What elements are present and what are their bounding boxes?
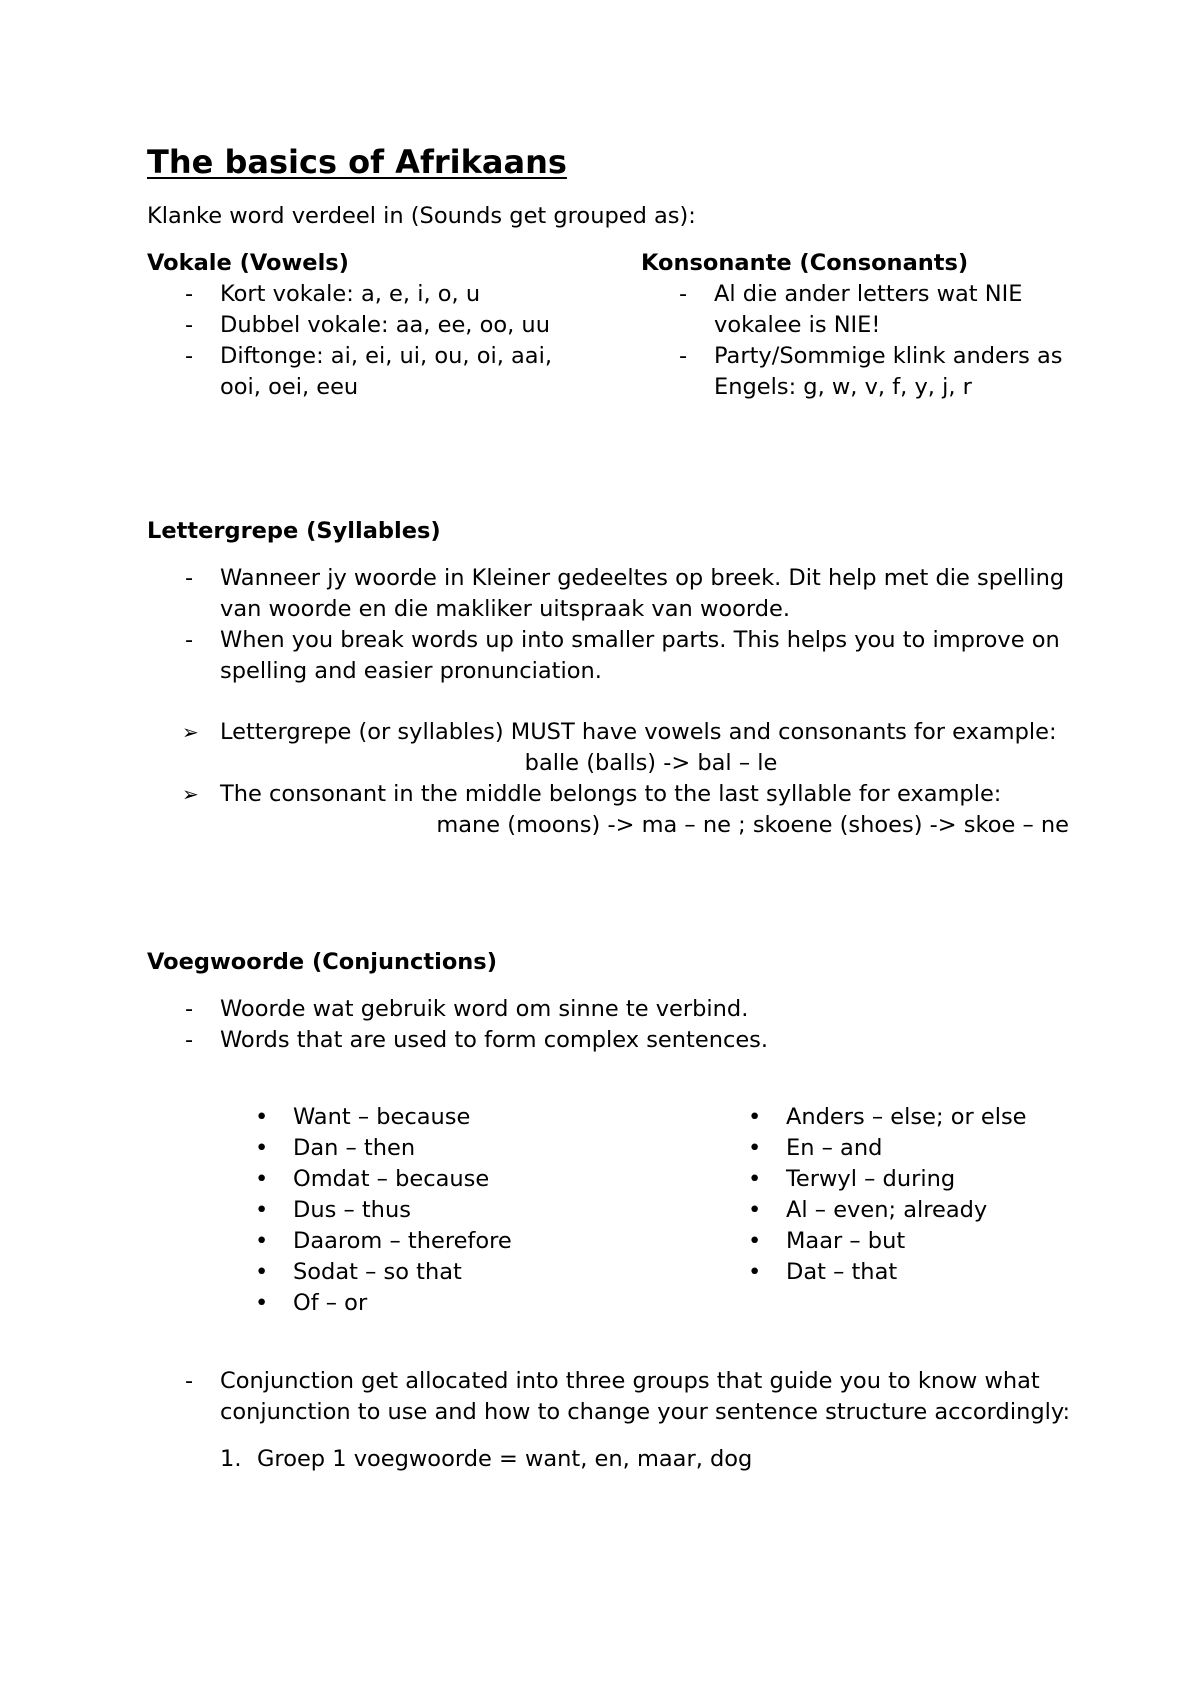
group-text: Groep 1 voegwoorde = want, en, maar, dog <box>257 1446 753 1472</box>
group-number: 1. <box>220 1446 242 1472</box>
dash-marker: - <box>679 343 688 369</box>
bullet-marker: • <box>255 1228 269 1254</box>
syllables-heading: Lettergrepe (Syllables) <box>147 518 441 544</box>
list-item <box>147 310 567 341</box>
list-item <box>641 341 1081 403</box>
arrow-bullet-icon: ➢ <box>182 720 199 744</box>
vowels-list <box>147 279 567 403</box>
rule-text: Lettergrepe (or syllables) MUST have vowels and consonants for example: <box>220 719 1057 745</box>
consonant-item: Party/Sommige klink anders as Engels: g, w, v, f, y, j, r <box>714 343 1063 400</box>
list-item <box>147 341 567 403</box>
list-item <box>742 1257 1162 1288</box>
conjunctions-section <box>147 947 1082 1056</box>
conjunctions-right-list <box>742 1102 1162 1288</box>
list-item <box>742 1195 1162 1226</box>
bullet-marker: • <box>748 1166 762 1192</box>
list-item <box>641 279 1081 341</box>
rule-example: balle (balls) -> bal – le <box>524 750 778 776</box>
list-item <box>147 717 1082 779</box>
dash-marker: - <box>185 1027 194 1053</box>
intro-text: Klanke word verdeel in (Sounds get grouped as): <box>147 203 696 229</box>
list-item <box>147 1366 1082 1428</box>
list-item <box>249 1102 669 1133</box>
conjunction-word: Maar – but <box>786 1228 906 1254</box>
bullet-marker: • <box>255 1259 269 1285</box>
list-item <box>147 1025 1082 1056</box>
consonants-list <box>641 279 1081 403</box>
syllables-section <box>147 516 1082 841</box>
rule-text: The consonant in the middle belongs to the last syllable for example: <box>220 781 1002 807</box>
dash-marker: - <box>185 627 194 653</box>
conjunction-item: Woorde wat gebruik word om sinne te verbind. <box>220 996 749 1022</box>
conjunction-word: Want – because <box>293 1104 471 1130</box>
vowel-item: Kort vokale: a, e, i, o, u <box>220 281 481 307</box>
bullet-marker: • <box>255 1290 269 1316</box>
bullet-marker: • <box>255 1166 269 1192</box>
vowels-heading: Vokale (Vowels) <box>147 250 349 276</box>
conjunction-word: Anders – else; or else <box>786 1104 1027 1130</box>
conjunction-word: Dat – that <box>786 1259 898 1285</box>
list-item <box>249 1288 669 1319</box>
dash-marker: - <box>679 281 688 307</box>
dash-marker: - <box>185 343 194 369</box>
bullet-marker: • <box>255 1104 269 1130</box>
conjunction-item: Words that are used to form complex sentences. <box>220 1027 769 1053</box>
conjunction-groups-section <box>147 1366 1082 1475</box>
list-item <box>249 1257 669 1288</box>
list-item <box>147 779 1082 841</box>
conjunction-word: Sodat – so that <box>293 1259 462 1285</box>
groups-note-list <box>147 1366 1082 1428</box>
consonants-heading: Konsonante (Consonants) <box>641 250 969 276</box>
list-item <box>147 563 1082 625</box>
rule-example: mane (moons) -> ma – ne ; skoene (shoes) -> skoe – ne <box>436 812 1069 838</box>
conjunction-word: Dus – thus <box>293 1197 411 1223</box>
conjunctions-heading: Voegwoorde (Conjunctions) <box>147 949 497 975</box>
conjunction-word: Al – even; already <box>786 1197 988 1223</box>
list-item <box>249 1226 669 1257</box>
vowel-item: Dubbel vokale: aa, ee, oo, uu <box>220 312 550 338</box>
conjunctions-list <box>147 994 1082 1056</box>
conjunction-word: Of – or <box>293 1290 368 1316</box>
conjunction-word: En – and <box>786 1135 883 1161</box>
conjunction-word: Dan – then <box>293 1135 416 1161</box>
bullet-marker: • <box>255 1197 269 1223</box>
conjunctions-left-list <box>249 1102 669 1319</box>
groups-note: Conjunction get allocated into three groups that guide you to know what conjunction to use and how to change your sentence structure accordingly: <box>220 1368 1071 1425</box>
conjunction-word: Omdat – because <box>293 1166 490 1192</box>
syllable-item: When you break words up into smaller parts. This helps you to improve on spelling and easier pronunciation. <box>220 627 1060 684</box>
arrow-bullet-icon: ➢ <box>182 782 199 806</box>
list-item <box>147 279 567 310</box>
syllable-rules-list <box>147 717 1082 841</box>
list-item <box>742 1226 1162 1257</box>
bullet-marker: • <box>748 1259 762 1285</box>
syllables-list <box>147 563 1082 687</box>
bullet-marker: • <box>748 1228 762 1254</box>
dash-marker: - <box>185 281 194 307</box>
list-item <box>249 1164 669 1195</box>
dash-marker: - <box>185 312 194 338</box>
dash-marker: - <box>185 996 194 1022</box>
list-item <box>742 1102 1162 1133</box>
bullet-marker: • <box>748 1104 762 1130</box>
bullet-marker: • <box>255 1135 269 1161</box>
list-item <box>742 1133 1162 1164</box>
list-item <box>147 625 1082 687</box>
syllable-item: Wanneer jy woorde in Kleiner gedeeltes op breek. Dit help met die spelling van woorde en die makliker uitspraak van woorde. <box>220 565 1065 622</box>
conjunction-word: Terwyl – during <box>786 1166 956 1192</box>
bullet-marker: • <box>748 1135 762 1161</box>
list-item <box>249 1133 669 1164</box>
dash-marker: - <box>185 1368 194 1394</box>
groups-list <box>147 1444 1082 1475</box>
consonant-item: Al die ander letters wat NIE vokalee is NIE! <box>714 281 1023 338</box>
list-item <box>147 1444 1082 1475</box>
consonants-section <box>641 248 1081 403</box>
list-item <box>147 994 1082 1025</box>
list-item <box>249 1195 669 1226</box>
bullet-marker: • <box>748 1197 762 1223</box>
vowels-section <box>147 248 567 403</box>
conjunction-word: Daarom – therefore <box>293 1228 512 1254</box>
dash-marker: - <box>185 565 194 591</box>
page-title: The basics of Afrikaans <box>147 143 567 181</box>
list-item <box>742 1164 1162 1195</box>
vowel-item: Diftonge: ai, ei, ui, ou, oi, aai, ooi, oei, eeu <box>220 343 552 400</box>
